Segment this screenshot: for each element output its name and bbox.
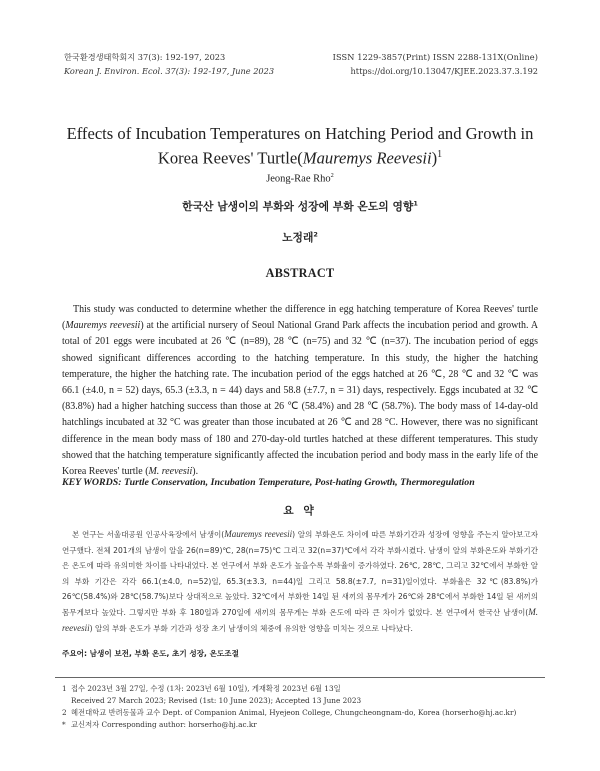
title-line-2-text: Korea Reeves' Turtle( xyxy=(157,148,303,168)
footnote-1-en-line xyxy=(62,695,542,707)
title-line-1: Effects of Incubation Temperatures on Hatching Period and Growth in xyxy=(66,124,534,143)
issn-header xyxy=(333,50,538,78)
author-name xyxy=(0,172,600,185)
footnote-3-text: 교신저자 Corresponding author: horserho@hj.ac.kr xyxy=(71,720,257,729)
abstract-text xyxy=(62,302,538,480)
journal-header xyxy=(64,50,274,78)
doi-link[interactable]: https://doi.org/10.13047/KJEE.2023.37.3.192 xyxy=(350,66,538,76)
keywords-ko: 주요어: 남생이 보전, 부화 온도, 초기 성장, 온도조절 xyxy=(62,649,239,658)
keywords-en: KEY WORDS: Turtle Conservation, Incubation Temperature, Post-hating Growth, Thermoregulation xyxy=(62,477,475,488)
korean-abstract-species: Mauremys reevesii xyxy=(224,529,293,539)
paper-title xyxy=(40,123,560,169)
footnote-2-number: 2 xyxy=(62,708,67,717)
abstract-part-3: ). xyxy=(192,466,199,478)
korean-abstract-heading: 요 약 xyxy=(283,504,317,517)
title-footnote-mark: 1 xyxy=(437,149,443,160)
korean-author-text: 노정래 xyxy=(282,231,314,244)
author-name-text: Jeong-Rae Rho xyxy=(266,173,331,185)
korean-title-footnote-mark: 1 xyxy=(413,199,418,208)
korean-author xyxy=(0,230,600,245)
issn-text: ISSN 1229-3857(Print) ISSN 2288-131X(Online) xyxy=(332,52,538,62)
korean-abstract-part-2: ) 알의 부화온도 차이에 따른 부화기간과 성장에 영향을 주는지 알아보고자 연구했다. 전체 201개의 남생이 알을 26(n=89)℃, 28(n=75)℃ 그리고 32(n=37)℃에서 각각 부화시켰다. 남생이 알의 부화온도와 부화기간은 온도에 따라 유의미한 차이를 나타내었다. 본 연구에서 부화 온도가 높을수록 부화율이 증가하였다. 26℃, 28℃, 그리고 32℃에서 부화한 알의 부화 기간은 각각 66.1(±4.0, n=52)일, 65.3(±3.3, n=44)일 그리고 58.8(±7.7, n=31)일이었다. 부화율은 32℃(83.8%)가 26℃(58.4%)와 28℃(58.7%)보다 상대적으로 높았다. 32℃에서 부화한 14일 된 새끼의 몸무게가 26℃와 28℃에서 부화한 14일 된 새끼의 몸무게보다 높았다. 그렇지만 부화 후 180일과 270일에 새끼의 몸무게는 부화 온도에 따라 큰 차이가 없었다. 본 연구에서 한국산 남생이( xyxy=(62,530,539,617)
footnote-2 xyxy=(62,707,542,719)
abstract-heading: ABSTRACT xyxy=(265,266,335,280)
title-paren: ) xyxy=(431,148,438,168)
korean-abstract-part-3: ) 알의 부화 온도가 부화 기간과 성장 초기 남생이의 체중에 유의한 영향을 미치는 것으로 나타났다. xyxy=(89,623,413,633)
title-species: Mauremys Reevesii xyxy=(302,148,432,168)
footnote-3 xyxy=(62,719,542,731)
abstract-part-2: ) at the artificial nursery of Seoul National Grand Park affects the incubation period and growth. A total of 201 eggs were incubated at 26 ℃ (n=89), 28 ℃ (n=75) and 32 ℃ (n=37). The incubation period of eggs showed significant differences according to the hatching temperature. In this study, the higher the hatching temperature, the higher the hatching rate. The incubation period of the eggs hatched at 26 ℃, 28 ℃ and 32 ℃ was 66.1 (±4.0, n = 52) days, 65.3 (±3.3, n = 44) days and 58.8 (±7.7, n = 31) days, respectively. Eggs incubated at 32 ℃ (83.8%) had a higher hatching success than those at 26 ℃ (58.4%) and 28 ℃ (58.7%). The body mass of 14-day-old hatchlings incubated at 32 °C was greater than those incubated at 26 ℃ and 28 °C. However, there was no significant difference in the mean body mass of 180 and 270-day-old turtles hatched at these different temperatures. This study showed that the hatching temperature significantly affected the incubation period and body mass in the early life of the Korea Reeves' turtle ( xyxy=(62,320,539,478)
korean-title xyxy=(0,199,600,214)
abstract-species-short: M. reevesii xyxy=(148,466,193,478)
author-footnote-mark: 2 xyxy=(330,172,334,179)
footnote-1-number: 1 xyxy=(62,684,67,693)
korean-title-text: 한국산 남생이의 부화와 성장에 부화 온도의 영향 xyxy=(182,200,414,213)
footnote-1-en: Received 27 March 2023; Revised (1st: 10 June 2023); Accepted 13 June 2023 xyxy=(71,696,362,705)
korean-abstract-part-1: 본 연구는 서울대공원 인공사육장에서 남생이( xyxy=(72,530,225,539)
footnote-divider xyxy=(55,677,545,678)
journal-name-ko: 한국환경생태학회지 37(3): 192-197, 2023 xyxy=(64,52,226,62)
footnote-2-text: 혜전대학교 반려동물과 교수 Dept. of Companion Animal, Hyejeon College, Chungcheongnam-do, Korea (horserho@hj.ac.kr) xyxy=(71,708,517,717)
abstract-species: Mauremys reevesii xyxy=(65,320,141,332)
title-line-2 xyxy=(40,144,560,169)
footnote-1 xyxy=(62,683,542,695)
abstract-part-1: This study was conducted to determine whether the difference in egg hatching temperature of Korea Reeves' turtle ( xyxy=(62,304,538,332)
footnote-1-ko: 접수 2023년 3월 27일, 수정 (1차: 2023년 6월 10일), 게재확정 2023년 6월 13일 xyxy=(71,684,341,693)
korean-abstract-species-short: M. reevesii xyxy=(62,606,538,633)
korean-abstract-text xyxy=(62,527,538,636)
footnote-3-mark: * xyxy=(62,720,66,729)
korean-author-footnote-mark: 2 xyxy=(313,230,318,239)
journal-name-en: Korean J. Environ. Ecol. 37(3): 192-197, June 2023 xyxy=(64,66,275,76)
